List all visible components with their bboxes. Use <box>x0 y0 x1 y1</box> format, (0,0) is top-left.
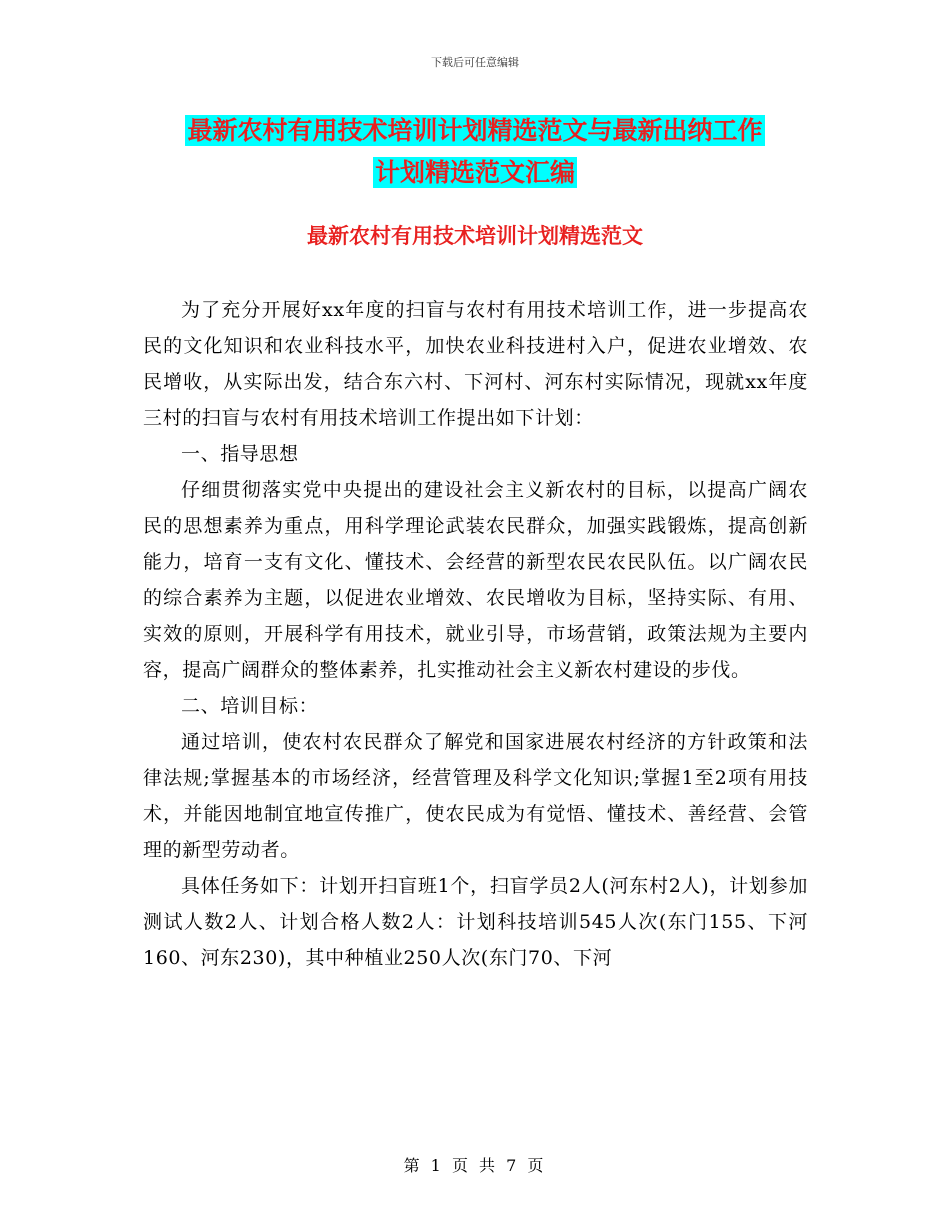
heading-training-goal: 二、培训目标： <box>181 695 319 717</box>
heading-guiding-thought: 一、指导思想 <box>181 443 299 465</box>
title-line-2: 计划精选范文汇编 <box>374 158 575 187</box>
section-title: 最新农村有用技术培训计划精选范文 <box>307 224 643 248</box>
body-text <box>143 292 808 976</box>
paragraph-tasks: 具体任务如下：计划开扫盲班1个，扫盲学员2人(河东村2人)，计划参加测试人数2人、计划合格人数2人：计划科技培训545人次(东门155、下河160、河东230)，其中种植业250人次(东门70、下河 <box>143 875 808 969</box>
document-title <box>0 110 950 194</box>
page-number: 第 1 页 共 7 页 <box>403 1156 547 1175</box>
title-line-1: 最新农村有用技术培训计划精选范文与最新出纳工作 <box>187 116 763 145</box>
paragraph-guiding-thought: 仔细贯彻落实党中央提出的建设社会主义新农村的目标，以提高广阔农民的思想素养为重点，用科学理论武装农民群众，加强实践锻炼，提高创新能力，培育一支有文化、懂技术、会经营的新型农民农民队伍。以广阔农民的综合素养为主题，以促进农业增效、农民增收为目标，坚持实际、有用、实效的原则，开展科学有用技术，就业引导，市场营销，政策法规为主要内容，提高广阔群众的整体素养，扎实推动社会主义新农村建设的步伐。 <box>143 479 808 681</box>
header-note: 下载后可任意编辑 <box>431 56 519 69</box>
paragraph-training-goal: 通过培训，使农村农民群众了解党和国家进展农村经济的方针政策和法律法规;掌握基本的市场经济，经营管理及科学文化知识;掌握1至2项有用技术，并能因地制宜地宣传推广，使农民成为有觉悟、懂技术、善经营、会管理的新型劳动者。 <box>143 731 808 861</box>
paragraph-intro: 为了充分开展好xx年度的扫盲与农村有用技术培训工作，进一步提高农民的文化知识和农业科技水平，加快农业科技进村入户，促进农业增效、农民增收，从实际出发，结合东六村、下河村、河东村实际情况，现就xx年度三村的扫盲与农村有用技术培训工作提出如下计划： <box>143 299 808 429</box>
